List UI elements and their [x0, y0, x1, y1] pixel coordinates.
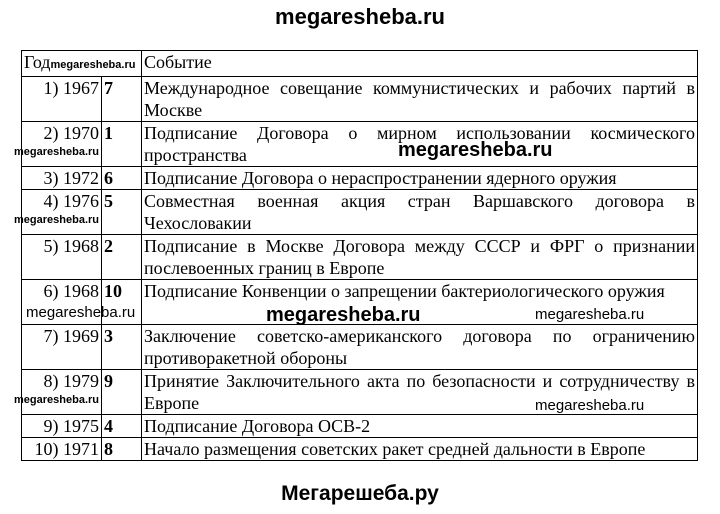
year-cell: 2) 1970 megaresheba.ru [22, 122, 102, 167]
watermark-text: megaresheba.ru [535, 306, 645, 323]
watermark-text: megaresheba.ru [26, 304, 136, 321]
table-row [22, 122, 698, 167]
event-cell: Подписание Конвенции о запрещении бактериологического оружия [142, 280, 698, 325]
watermark-text: megaresheba.ru [535, 397, 645, 414]
table-row [22, 167, 698, 190]
watermark-text: megaresheba.ru [14, 214, 99, 226]
table-row [22, 77, 698, 122]
table-row [22, 190, 698, 235]
event-cell: Подписание Договора о нераспространении ядерного оружия [142, 167, 698, 190]
table-row [22, 325, 698, 370]
answer-cell: 3 [102, 325, 142, 370]
answer-cell: 5 [102, 190, 142, 235]
answer-cell: 2 [102, 235, 142, 280]
event-cell: Подписание Договора о мирном использовании космического пространства [142, 122, 698, 167]
watermark-text: megaresheba.ru [50, 59, 136, 71]
answer-cell: 9 [102, 370, 142, 415]
event-cell: Совместная военная акция стран Варшавского договора в Чехословакии [142, 190, 698, 235]
table-row [22, 235, 698, 280]
table-row [22, 438, 698, 461]
year-cell: 6) 1968 megaresheba.ru [22, 280, 102, 325]
event-cell: Начало размещения советских ракет средней дальности в Европе [142, 438, 698, 461]
answer-cell: 7 [102, 77, 142, 122]
site-title: megaresheba.ru [275, 4, 445, 29]
year-cell: 7) 1969 [22, 325, 102, 370]
watermark-text: megaresheba.ru [14, 394, 99, 406]
event-cell: Подписание Договора ОСВ-2 [142, 415, 698, 438]
event-cell: Подписание в Москве Договора между СССР и ФРГ о признании послевоенных границ в Европе [142, 235, 698, 280]
header-year: Годmegaresheba.ru [22, 51, 142, 77]
year-cell: 4) 1976 megaresheba.ru [22, 190, 102, 235]
watermark-text: megaresheba.ru [14, 146, 99, 158]
watermark-text: megaresheba.ru [398, 139, 553, 161]
year-cell: 5) 1968 [22, 235, 102, 280]
watermark-text: megaresheba.ru [266, 304, 421, 326]
table-row [22, 415, 698, 438]
answer-cell: 1 [102, 122, 142, 167]
year-cell: 10) 1971 [22, 438, 102, 461]
event-cell: Международное совещание коммунистических и рабочих партий в Москве [142, 77, 698, 122]
table-header-row [22, 51, 698, 77]
site-footer: Мегарешеба.ру [281, 482, 439, 505]
year-cell: 1) 1967 [22, 77, 102, 122]
year-cell: 9) 1975 [22, 415, 102, 438]
header-event: Событие [142, 51, 698, 77]
answer-cell: 10 [102, 280, 142, 325]
event-cell: Заключение советско-американского договора по ограничению противоракетной обороны [142, 325, 698, 370]
year-cell: 3) 1972 [22, 167, 102, 190]
year-cell: 8) 1979 megaresheba.ru [22, 370, 102, 415]
event-cell: Принятие Заключительного акта по безопасности и сотрудничеству в Европе [142, 370, 698, 415]
answer-cell: 6 [102, 167, 142, 190]
answer-cell: 4 [102, 415, 142, 438]
answer-cell: 8 [102, 438, 142, 461]
